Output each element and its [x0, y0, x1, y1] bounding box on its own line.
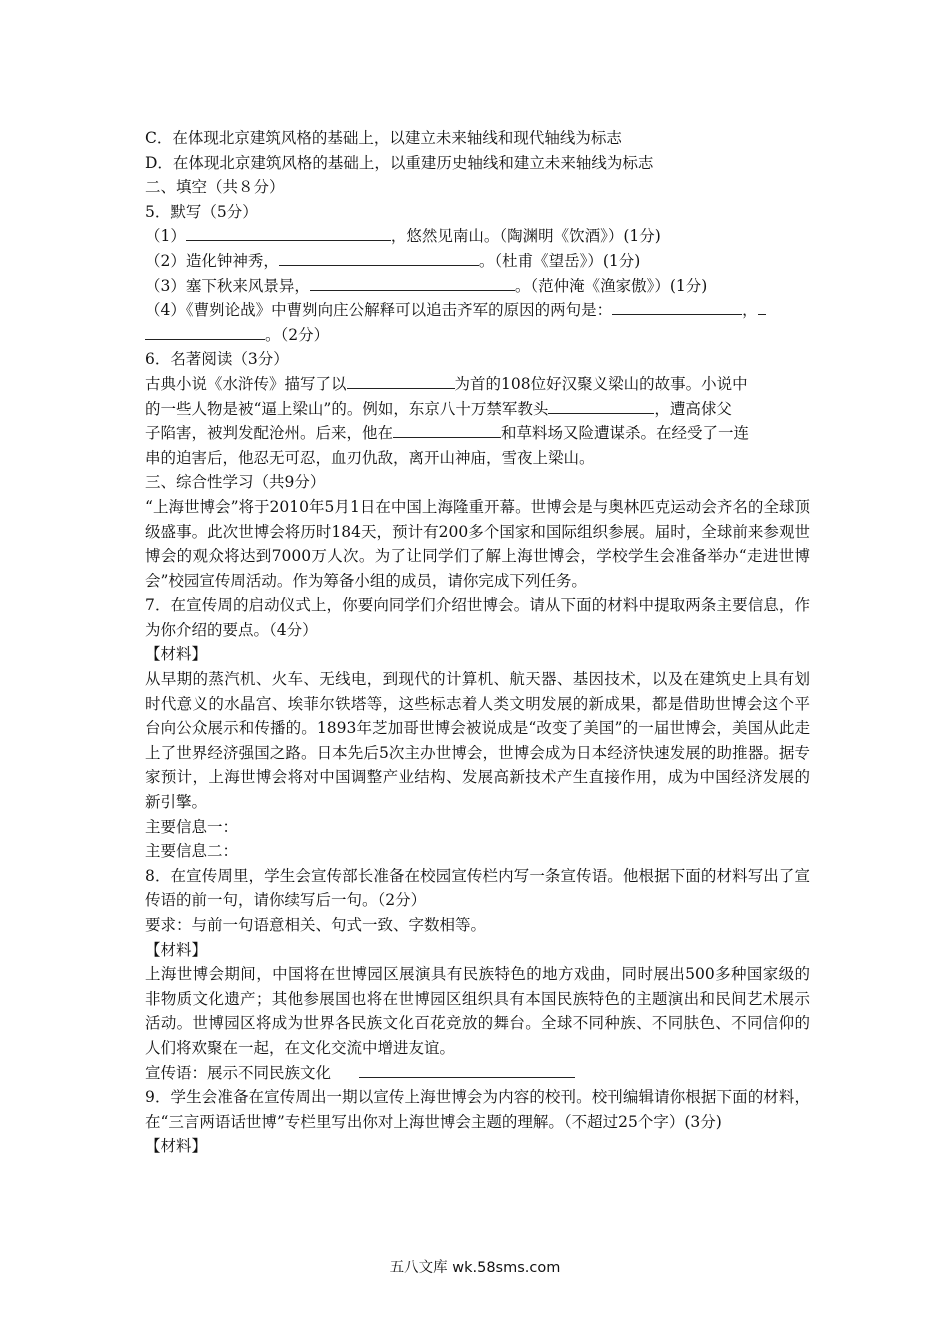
answer-blank[interactable] — [393, 421, 501, 438]
document-body — [145, 126, 810, 1159]
text-segment: ，遭高俅父 — [654, 399, 732, 418]
answer-blank[interactable] — [145, 323, 265, 340]
slogan-line — [145, 1061, 810, 1086]
item-4-prefix: （4）《曹刿论战》中曹刿向庄公解释可以追击齐军的原因的两句是： — [145, 301, 613, 320]
question-7: 7．在宣传周的启动仪式上，你要向同学们介绍世博会。请从下面的材料中提取两条主要信息，作为你介绍的要点。（4分） — [145, 596, 810, 639]
material-label: 【材料】 — [145, 645, 208, 664]
answer-blank[interactable] — [548, 397, 654, 414]
answer-blank[interactable] — [612, 298, 742, 315]
item-2-prefix: （2）造化钟神秀， — [145, 251, 279, 270]
answer-blank[interactable] — [347, 372, 455, 389]
question-5-item-4 — [145, 298, 810, 323]
option-c: C．在体现北京建筑风格的基础上，以建立未来轴线和现代轴线为标志 — [145, 129, 622, 147]
question-9: 9．学生会准备在宣传周出一期以宣传上海世博会为内容的校刊。校刊编辑请你根据下面的材料，在“三言两语话世博”专栏里写出你对上海世博会主题的理解。（不超过25个字）(3分) — [145, 1088, 810, 1131]
question-6-line-1 — [145, 372, 810, 397]
question-5-title: 5．默写（5分） — [145, 202, 258, 221]
main-info-two: 主要信息二： — [145, 842, 239, 861]
answer-blank[interactable] — [310, 274, 515, 291]
answer-blank[interactable] — [758, 298, 766, 315]
section-heading-comprehensive: 三、综合性学习（共9分） — [145, 473, 326, 492]
option-d: D．在体现北京建筑风格的基础上，以重建历史轴线和建立未来轴线为标志 — [145, 153, 654, 172]
question-6-title: 6．名著阅读（3分） — [145, 350, 289, 369]
question-8: 8．在宣传周里，学生会宣传部长准备在校园宣传栏内写一条宣传语。他根据下面的材料写出了宣传语的前一句，请你续写后一句。（2分） — [145, 866, 810, 910]
text-segment: 古典小说《水浒传》描写了以 — [145, 374, 347, 393]
text-segment: 和草料场又险遭谋杀。在经受了一连 — [501, 424, 750, 443]
answer-blank[interactable] — [186, 224, 391, 241]
text-segment: 的一些人物是被“逼上梁山”的。例如，东京八十万禁军教头 — [145, 399, 549, 418]
answer-blank[interactable] — [359, 1061, 575, 1078]
item-1-prefix: （1） — [145, 227, 186, 246]
main-info-one: 主要信息一： — [145, 817, 239, 836]
expo-intro-paragraph: “上海世博会”将于2010年5月1日在中国上海隆重开幕。世博会是与奥林匹克运动会齐名的全球顶级盛事。此次世博会将历时184天，预计有200多个国家和国际组织参展。届时，全球前来参观世博会的观众将达到7000万人次。为了让同学们了解上海世博会，学校学生会准备举办“走进世博会”校园宣传周活动。作为筹备小组的成员，请你完成下列任务。 — [145, 497, 810, 590]
question-6-line-3 — [145, 421, 810, 446]
material-label: 【材料】 — [145, 940, 208, 959]
item-1-suffix: ，悠然见南山。（陶渊明《饮酒》）(1分) — [390, 227, 661, 246]
material-1-text: 从早期的蒸汽机、火车、无线电，到现代的计算机、航天器、基因技术，以及在建筑史上具有划时代意义的水晶宫、埃菲尔铁塔等，这些标志着人类文明发展的新成果，都是借助世博会这个平台向公众展示和传播的。1893年芝加哥世博会被说成是“改变了美国”的一届世博会，美国从此走上了世界经济强国之路。日本先后5次主办世博会，世博会成为日本经济快速发展的助推器。据专家预计，上海世博会将对中国调整产业结构、发展高新技术产生直接作用，成为中国经济发展的新引擎。 — [145, 670, 810, 812]
material-label: 【材料】 — [145, 1137, 208, 1156]
question-5-item-1 — [145, 224, 810, 249]
footer-watermark: 五八文库 wk.58sms.com — [389, 1260, 561, 1276]
question-6-line-2 — [145, 397, 810, 422]
answer-blank[interactable] — [279, 249, 479, 266]
section-heading-fill-in: 二、填空（共８分） — [145, 178, 285, 197]
item-3-suffix: 。（范仲淹《渔家傲》）(1分) — [514, 276, 708, 295]
question-5-item-2 — [145, 249, 810, 274]
item-4-suffix: 。（2分） — [265, 325, 330, 344]
slogan-prefix: 宣传语：展示不同民族文化 — [145, 1063, 332, 1082]
question-8-requirement: 要求：与前一句语意相关、句式一致、字数相等。 — [145, 916, 487, 934]
question-5-item-3 — [145, 274, 810, 299]
material-2-text: 上海世博会期间，中国将在世博园区展演具有民族特色的地方戏曲，同时展出500多种国家级的非物质文化遗产；其他参展国也将在世博园区组织具有本国民族特色的主题演出和民间艺术展示活动。世博园区将成为世界各民族文化百花竞放的舞台。全球不同种族、不同肤色、不同信仰的人们将欢聚在一起，在文化交流中增进友谊。 — [145, 965, 810, 1057]
question-6-line-4: 串的迫害后，他忍无可忍，血刃仇敌，离开山神庙，雪夜上梁山。 — [145, 448, 595, 467]
question-5-item-4-cont — [145, 323, 810, 348]
text-segment: 为首的108位好汉聚义梁山的故事。小说中 — [454, 374, 748, 393]
item-2-suffix: 。（杜甫《望岳》）(1分) — [478, 251, 641, 270]
item-4-comma: ， — [742, 301, 758, 320]
text-segment: 子陷害，被判发配沧州。后来，他在 — [145, 424, 394, 443]
item-3-prefix: （3）塞下秋来风景异， — [145, 276, 310, 295]
